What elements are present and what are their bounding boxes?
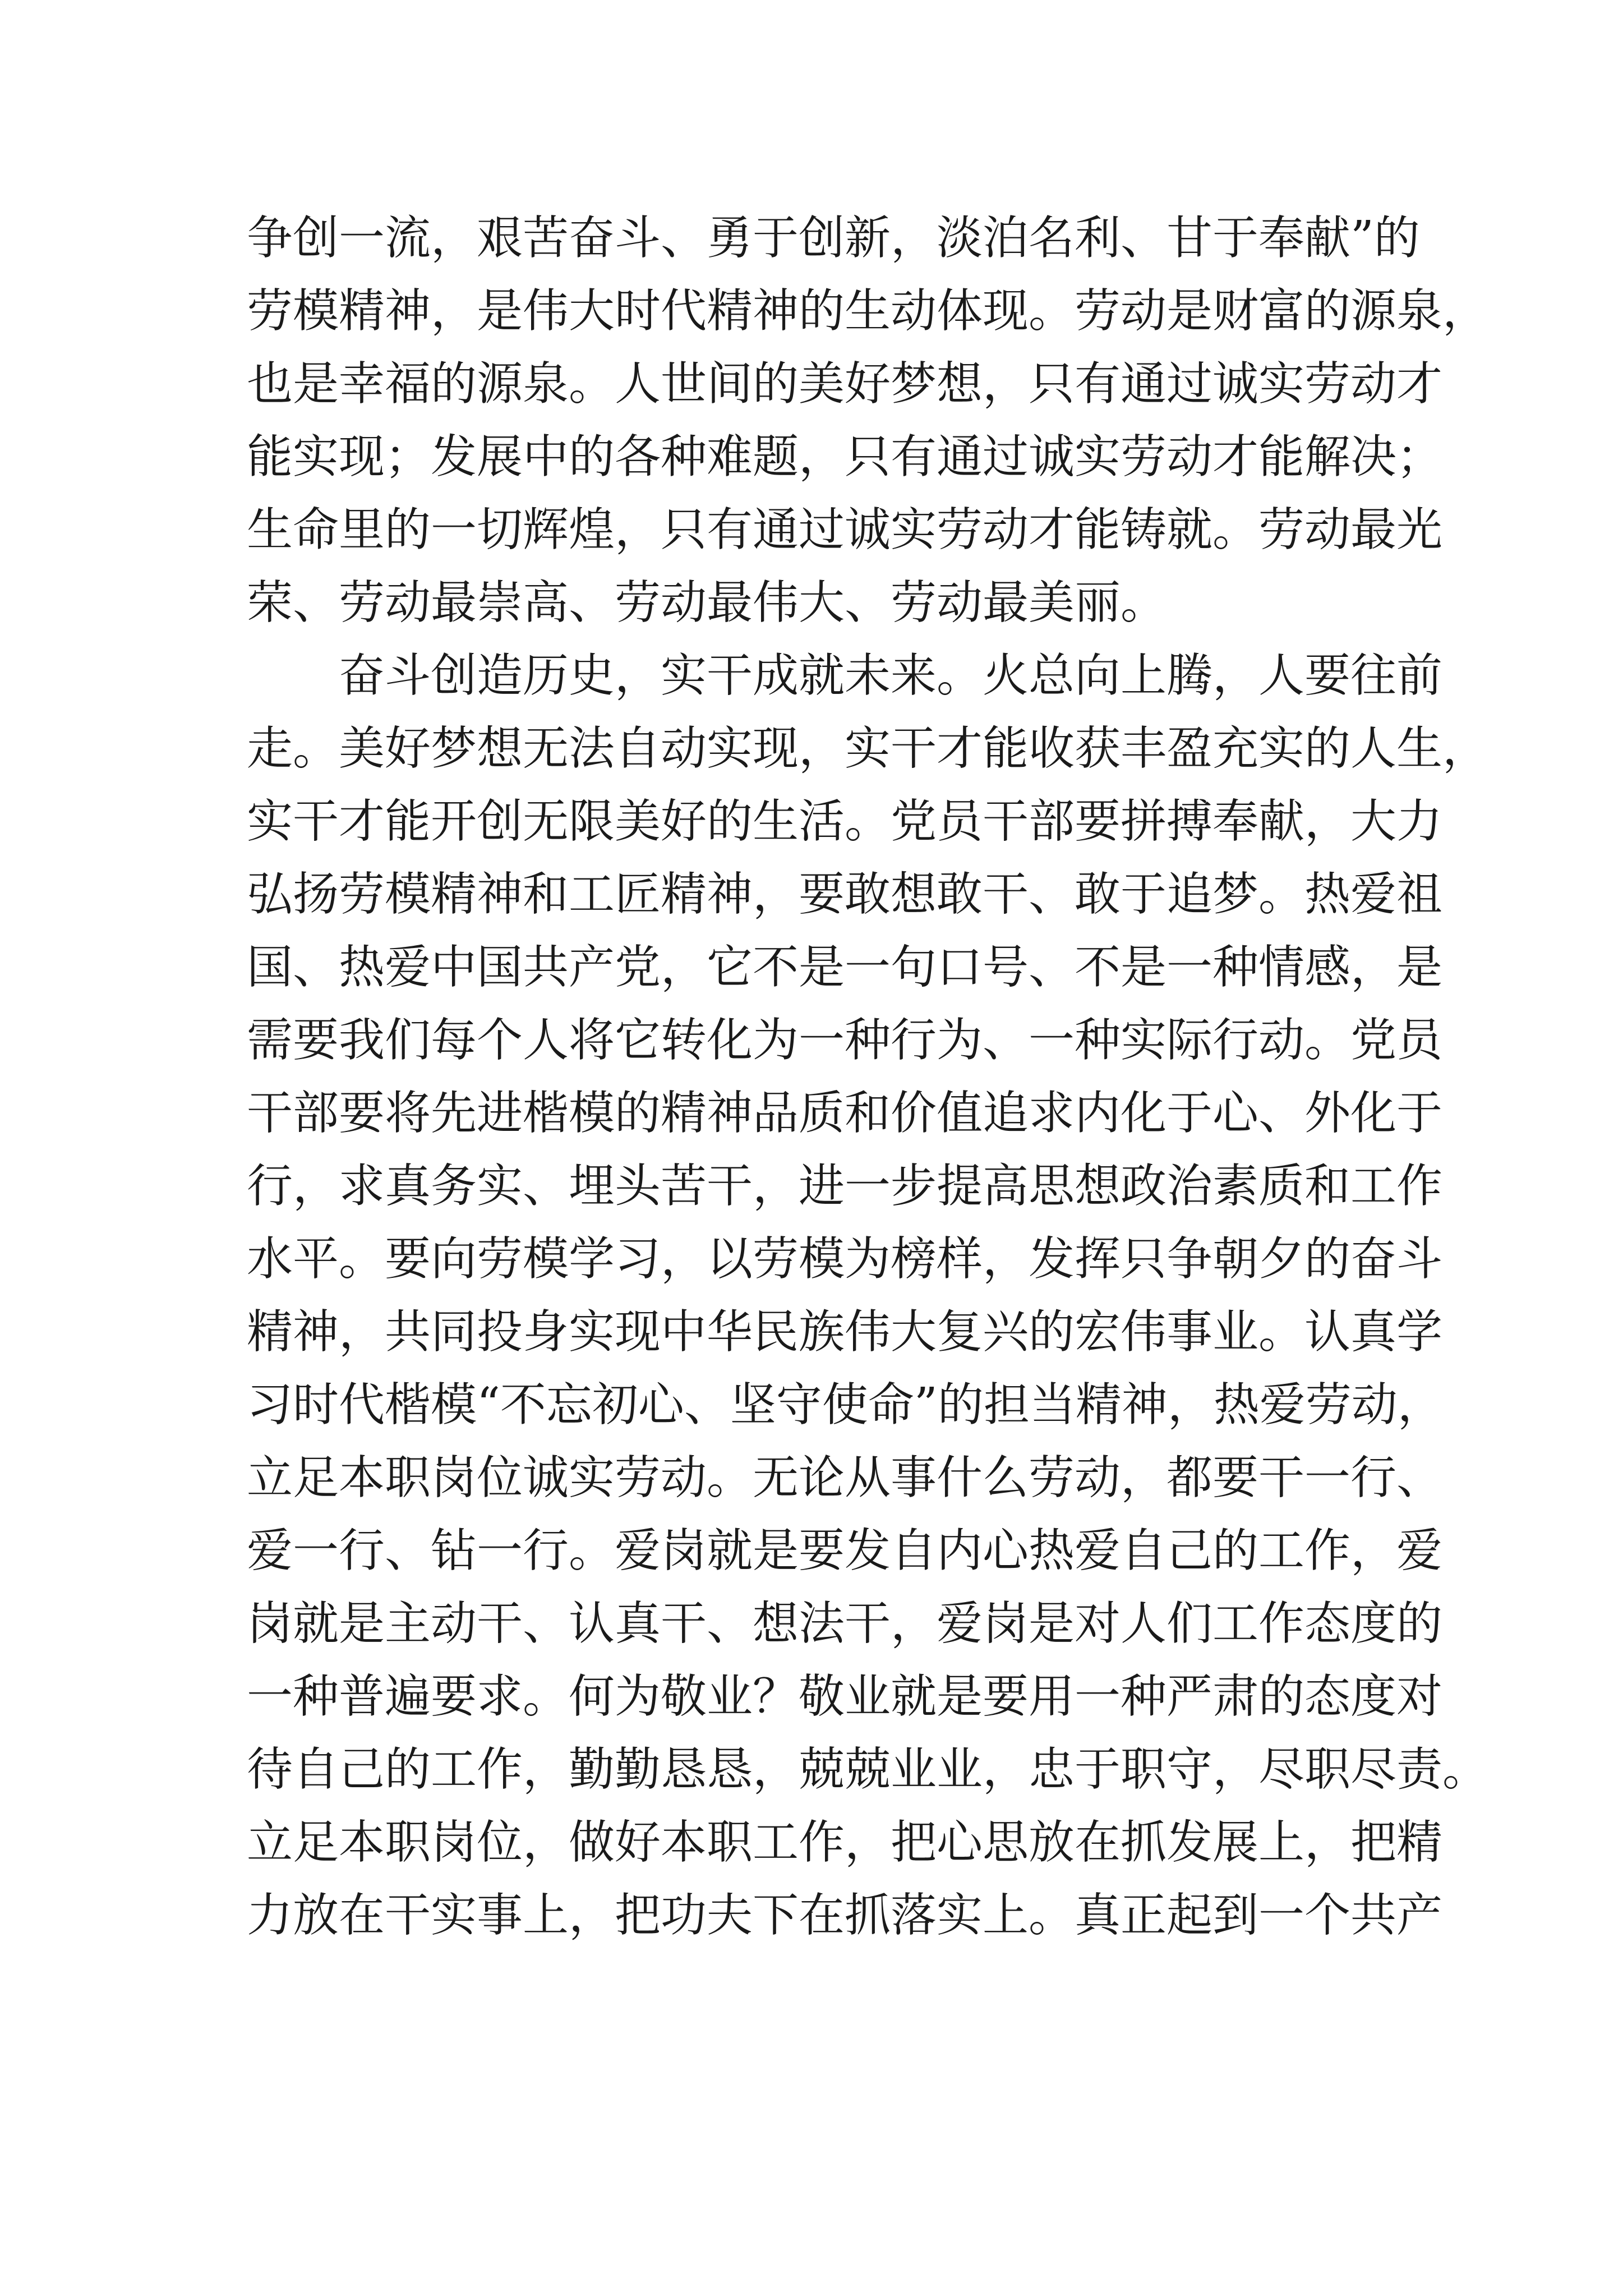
paragraph-2-line-12: 立足本职岗位诚实劳动。无论从事什么劳动，都要干一行、 [247, 1451, 1443, 1504]
paragraph-2-line-13: 爱一行、钻一行。爱岗就是要发自内心热爱自己的工作，爱 [247, 1524, 1443, 1577]
paragraph-1-line-1: 争创一流，艰苦奋斗、勇于创新，淡泊名利、甘于奉献”的 [247, 211, 1420, 265]
paragraph-2-line-18: 力放在干实事上，把功夫下在抓落实上。真正起到一个共产 [247, 1889, 1443, 1942]
document-body [247, 202, 1489, 1952]
paragraph-2-line-14: 岗就是主动干、认真干、想法干，爱岗是对人们工作态度的 [247, 1597, 1443, 1650]
paragraph-2-line-5: 国、热爱中国共产党，它不是一句口号、不是一种情感，是 [247, 941, 1443, 994]
paragraph-2-line-9: 水平。要向劳模学习，以劳模为榜样，发挥只争朝夕的奋斗 [247, 1232, 1443, 1286]
paragraph-2-line-7: 干部要将先进楷模的精神品质和价值追求内化于心、外化于 [247, 1087, 1443, 1140]
paragraph-1-line-3: 也是幸福的源泉。人世间的美好梦想，只有通过诚实劳动才 [247, 357, 1443, 411]
paragraph-2-line-6: 需要我们每个人将它转化为一种行为、一种实际行动。党员 [247, 1014, 1443, 1067]
paragraph-2-line-4: 弘扬劳模精神和工匠精神，要敢想敢干、敢于追梦。热爱祖 [247, 868, 1443, 921]
paragraph-2-line-3: 实干才能开创无限美好的生活。党员干部要拼搏奉献，大力 [247, 795, 1443, 848]
paragraph-1-line-5: 生命里的一切辉煌，只有通过诚实劳动才能铸就。劳动最光 [247, 503, 1443, 556]
paragraph-1-line-4: 能实现；发展中的各种难题，只有通过诚实劳动才能解决； [247, 430, 1443, 484]
paragraph-2-line-1: 奋斗创造历史，实干成就未来。火总向上腾，人要往前 [339, 649, 1443, 702]
paragraph-2-line-10: 精神，共同投身实现中华民族伟大复兴的宏伟事业。认真学 [247, 1305, 1443, 1359]
paragraph-2-line-2: 走。美好梦想无法自动实现，实干才能收获丰盈充实的人生， [247, 722, 1489, 775]
paragraph-2-line-11: 习时代楷模“不忘初心、坚守使命”的担当精神，热爱劳动， [247, 1378, 1444, 1432]
paragraph-2-line-15: 一种普遍要求。何为敬业？敬业就是要用一种严肃的态度对 [247, 1670, 1443, 1723]
paragraph-2-line-16: 待自己的工作，勤勤恳恳，兢兢业业，忠于职守，尽职尽责。 [247, 1743, 1489, 1796]
paragraph-2-line-8: 行，求真务实、埋头苦干，进一步提高思想政治素质和工作 [247, 1159, 1443, 1213]
paragraph-2-line-17: 立足本职岗位，做好本职工作，把心思放在抓发展上，把精 [247, 1816, 1443, 1869]
paragraph-1-line-2: 劳模精神，是伟大时代精神的生动体现。劳动是财富的源泉， [247, 284, 1489, 338]
paragraph-1-line-6: 荣、劳动最崇高、劳动最伟大、劳动最美丽。 [247, 576, 1167, 629]
